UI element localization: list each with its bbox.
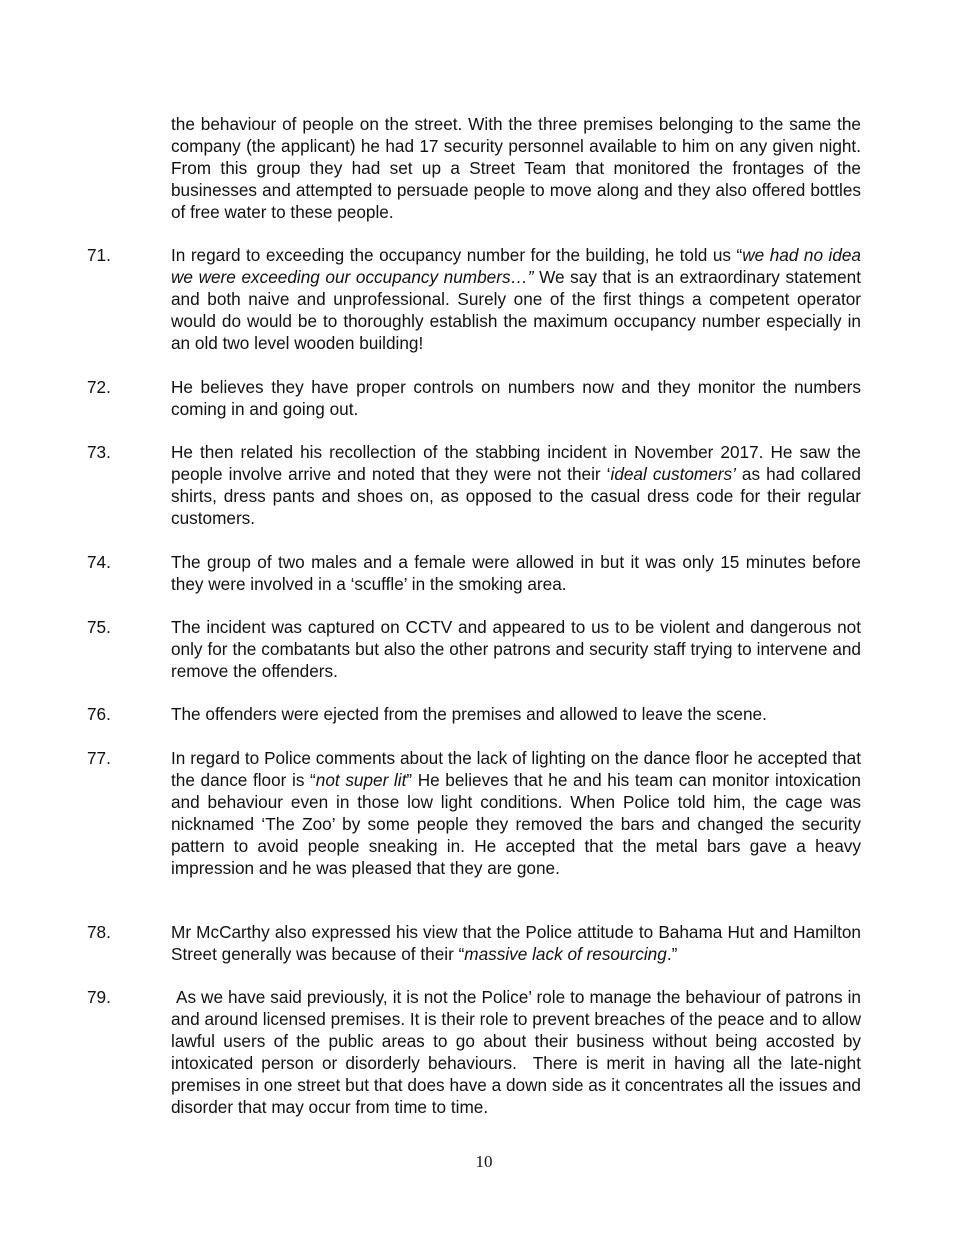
paragraph-number: 75. [87, 617, 111, 637]
paragraph-79 [87, 986, 866, 1118]
paragraph-text: As we have said previously, it is not the Police’ role to manage the behaviour of patrons in and around licensed premises. It is their role to prevent breaches of the peace and to allow lawful users of the public areas to go about their business without being accosted by intoxicated person or disorderly behaviours. There is merit in having all the late-night premises in one street but that does have a down side as it concentrates all the issues and disorder that may occur from time to time. [171, 987, 866, 1117]
paragraph-text [171, 747, 861, 879]
paragraph-text [171, 441, 861, 529]
paragraph-text: The incident was captured on CCTV and appeared to us to be violent and dangerous not only for the combatants but also the other patrons and security staff trying to intervene and remove the offenders. [171, 617, 861, 681]
paragraph-text [171, 921, 861, 965]
paragraph-72 [87, 376, 861, 420]
paragraph-number: 73. [87, 442, 111, 462]
paragraph-text [171, 244, 861, 354]
paragraph-76 [87, 703, 861, 725]
text-run: He then related his recollection of the stabbing incident in November 2017. He saw the people involve arrive and noted that they were not their ‘ [171, 442, 861, 484]
text-run: .” [666, 944, 678, 964]
paragraph-78 [87, 921, 861, 965]
paragraph-text: The group of two males and a female were allowed in but it was only 15 minutes before they were involved in a ‘scuffle’ in the smoking area. [171, 552, 861, 594]
page-number: 10 [475, 1152, 493, 1171]
text-run: Mr McCarthy also expressed his view that the Police attitude to Bahama Hut and Hamilton Street generally was because of their “ [171, 922, 861, 964]
paragraph-75 [87, 616, 861, 682]
paragraph-number: 76. [87, 704, 111, 724]
quoted-text: not super lit [315, 770, 407, 790]
text-run: In regard to Police comments about the lack of lighting on the dance floor he accepted that the dance floor is “ [171, 748, 861, 790]
text-run: ” He believes that he and his team can monitor intoxication and behaviour even in those low light conditions. When Police told him, the cage was nicknamed ‘The Zoo’ by some people they removed the bars and changed the security pattern to avoid people sneaking in. He accepted that the metal bars gave a heavy impression and he was pleased that they are gone. [171, 770, 861, 878]
paragraph-text: He believes they have proper controls on numbers now and they monitor the numbers coming in and going out. [171, 377, 861, 419]
paragraph-number: 79. [87, 987, 111, 1007]
quoted-text: we had no idea we were exceeding our occupancy numbers…” [171, 245, 861, 287]
quoted-text: massive lack of resourcing [464, 944, 667, 964]
paragraph-text: The offenders were ejected from the premises and allowed to leave the scene. [171, 704, 767, 724]
text-run: We say that is an extraordinary statement and both naive and unprofessional. Surely one of the first things a competent operator would do would be to thoroughly establish the maximum occupancy number especially in an old two level wooden building! [171, 267, 861, 353]
text-run: as had collared shirts, dress pants and shoes on, as opposed to the casual dress code for their regular customers. [171, 464, 861, 528]
paragraph-74 [87, 551, 861, 595]
text-run: In regard to exceeding the occupancy number for the building, he told us “ [171, 245, 743, 265]
quoted-text: ideal customers’ [610, 464, 736, 484]
paragraph-71 [87, 244, 861, 354]
paragraph-number: 74. [87, 552, 111, 572]
paragraph-number: 78. [87, 922, 111, 942]
paragraph-number: 77. [87, 748, 111, 768]
paragraph-number: 72. [87, 377, 111, 397]
paragraph-77 [87, 747, 861, 879]
continuation-paragraph: the behaviour of people on the street. With the three premises belonging to the same the company (the applicant) he had 17 security personnel available to him on any given night. From this group they had set up a Street Team that monitored the frontages of the businesses and attempted to persuade people to move along and they also offered bottles of free water to these people. [171, 114, 861, 222]
paragraph-number: 71. [87, 245, 111, 265]
paragraph-73 [87, 441, 861, 529]
